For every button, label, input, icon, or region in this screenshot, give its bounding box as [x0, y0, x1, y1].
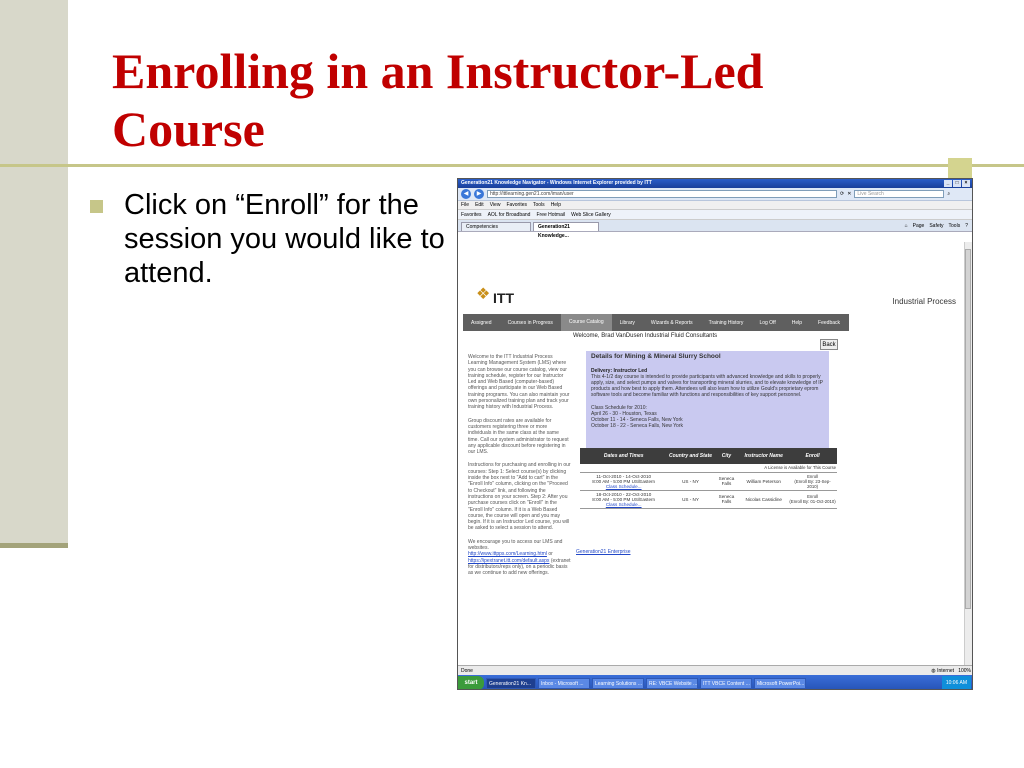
home-icon[interactable]: ⌂	[904, 223, 908, 229]
stop-icon[interactable]: ✕	[847, 191, 852, 197]
minimize-icon[interactable]: _	[944, 180, 952, 187]
menu-help[interactable]: Help	[550, 202, 561, 208]
access-text: We encourage you to access our LMS and websites.	[468, 538, 563, 552]
site-header-title: Industrial Process	[892, 297, 956, 306]
instructions-paragraph: Instructions for purchasing and enrolling in our courses: Step 1: Select course(s) by clicking inside the box next to "Add to cart" in the "Enroll Info" column, clicking on the "Proceed to Checkout" link, and following the instructions on your screen. Step 2: After you purchase courses click on "Enroll" in the "Enroll Info" column. If it is a Web Based course, the course will open and you may begin. If it is an Instructor Led course, you will be asked to select a session to attend.	[468, 462, 571, 532]
nav-wizards-reports[interactable]: Wizards & Reports	[650, 319, 693, 326]
session-dates	[580, 472, 667, 490]
left-decor-line	[0, 543, 68, 548]
back-arrow-icon[interactable]: ◀	[461, 189, 471, 199]
globe-icon: ◍	[931, 668, 936, 674]
col-country[interactable]: Country and State	[667, 448, 713, 464]
session-city: Seneca Falls	[714, 472, 740, 490]
search-input[interactable]: Live Search	[854, 190, 944, 198]
fav-hotmail[interactable]: Free Hotmail	[536, 212, 566, 218]
extranet-link[interactable]: https://ipextranet.itt.com/default.aspx	[468, 557, 550, 564]
help-icon[interactable]: ?	[965, 223, 968, 229]
discount-paragraph: Group discount rates are available for customers registering three or more individuals in the same class at the same time. Call our system administrator to request any applicable discount before registering in our LMS.	[468, 417, 569, 456]
menu-favorites[interactable]: Favorites	[506, 202, 527, 208]
fav-web-slice[interactable]: Web Slice Gallery	[571, 212, 611, 218]
task-powerpoint[interactable]: Microsoft PowerPoi...	[754, 678, 806, 689]
nav-log-off[interactable]: Log Off	[759, 319, 776, 326]
title-line-2: Course	[112, 101, 265, 157]
favorites-button[interactable]: Favorites	[461, 212, 482, 218]
task-inbox[interactable]: Inbox - Microsoft ...	[538, 678, 590, 689]
status-bar	[458, 665, 973, 675]
task-generation21[interactable]: Generation21 Kn...	[486, 678, 536, 689]
command-bar	[905, 221, 972, 231]
task-learning[interactable]: Learning Solutions ...	[592, 678, 644, 689]
zoom-level[interactable]: 100%	[958, 668, 971, 674]
enroll-by: (Enroll By: 01-Oct-2010)	[789, 499, 836, 504]
search-icon[interactable]: ⌕	[947, 191, 951, 197]
tab-generation21[interactable]: Generation21 Knowledge...	[533, 222, 599, 231]
windows-taskbar	[458, 675, 973, 690]
nav-assigned[interactable]: Assigned	[471, 319, 492, 326]
access-paragraph: We encourage you to access our LMS and websites. http://www.ittpps.com/Learning.html or https://ipextranet.itt.com/default.aspx (extranet for distributors/reps only), on a periodic basis as we continue to add new offerings.	[468, 538, 571, 577]
menu-bar	[458, 201, 972, 210]
title-line-1: Enrolling in an Instructor-Led	[112, 43, 764, 99]
status-zone	[931, 666, 971, 675]
nav-feedback[interactable]: Feedback	[818, 319, 841, 326]
session-date-range: 18-Oct-2010 - 22-Oct-2010	[596, 491, 652, 497]
nav-courses-in-progress[interactable]: Courses in Progress	[507, 319, 553, 326]
intro-column	[468, 354, 571, 584]
itt-logo-icon: ❖	[476, 286, 491, 303]
session-country: US - NY	[667, 472, 713, 490]
learning-link[interactable]: http://www.ittpps.com/Learning.html	[468, 551, 547, 558]
cmd-page[interactable]: Page	[912, 223, 925, 229]
cmd-safety[interactable]: Safety	[929, 223, 944, 229]
task-vbce-content[interactable]: ITT VBCE Content ...	[700, 678, 752, 689]
table-row	[580, 490, 837, 508]
nav-course-catalog[interactable]: Course Catalog	[561, 314, 612, 331]
nav-training-history[interactable]: Training History	[708, 319, 744, 326]
web-page	[458, 242, 966, 665]
refresh-icon[interactable]: ⟳	[840, 191, 845, 197]
slide-title	[112, 42, 972, 158]
col-city[interactable]: City	[714, 448, 740, 464]
start-button[interactable]: start	[458, 676, 484, 690]
table-row	[580, 472, 837, 490]
back-button[interactable]: Back	[820, 339, 838, 350]
cmd-tools[interactable]: Tools	[948, 223, 961, 229]
session-times: 8:00 AM - 5:00 PM US/Eastern	[592, 478, 656, 484]
schedule-item-2[interactable]: October 11 - 14 - Seneca Falls, New York	[591, 416, 683, 423]
address-bar-row	[458, 188, 972, 201]
menu-tools[interactable]: Tools	[533, 202, 545, 208]
access-tail: (extranet for distributors/reps only), on a periodic basis as we continue to add new offerings.	[468, 557, 571, 577]
favorites-bar	[458, 210, 972, 220]
class-schedule-link[interactable]: Class Schedule...	[605, 483, 642, 489]
scrollbar-thumb[interactable]	[965, 249, 971, 609]
session-instructor: Nicolas Cassidine	[739, 490, 788, 508]
schedule-item-1[interactable]: April 26 - 30 - Houston, Texas	[591, 410, 657, 417]
site-nav	[463, 314, 849, 331]
col-dates[interactable]: Dates and Times	[580, 448, 667, 464]
session-country: US - NY	[667, 490, 713, 508]
tab-competencies[interactable]: Competencies	[461, 222, 531, 231]
intro-paragraph: Welcome to the ITT Industrial Process Learning Management System (LMS) where you can browse our course catalog, view our training schedule, register for our Instructor Led and Web Based (computer-based) offerings and participate in our Web Based training programs. You can also maintain your own personalized training plan and track your training history with Industrial Process.	[468, 354, 570, 411]
left-decor-band	[0, 0, 68, 548]
course-description: This 4-1/2 day course is intended to provide participants with advanced knowledge and skills to properly apply, size, and select pumps and valves for transporting mineral slurries, and to elevate knowledge of IP products and how best to apply them. Attendees will also learn how to utilize Gould's proprietary eprom software tools and become familiar with functions and responsibilities of key support personnel.	[591, 374, 823, 399]
welcome-text: Welcome, Brad VanDusen Industrial Fluid Consultants	[573, 333, 718, 339]
enroll-by: (Enroll By: 23-Sep-2010)	[794, 478, 831, 489]
browser-title-bar	[458, 179, 972, 188]
zone-label: Internet	[937, 668, 955, 674]
menu-view[interactable]: View	[489, 202, 501, 208]
browser-title: Generation21 Knowledge Navigator - Windows Internet Explorer provided by ITT	[461, 180, 652, 186]
site-logo: ITT	[493, 290, 514, 306]
session-dates	[580, 490, 667, 508]
session-table	[580, 448, 837, 509]
nav-library[interactable]: Library	[619, 319, 635, 326]
site-header	[468, 282, 968, 312]
generation21-link[interactable]: Generation21 Enterprise	[576, 549, 631, 555]
tab-bar	[458, 220, 972, 239]
nav-help[interactable]: Help	[791, 319, 803, 326]
session-date-range: 11-Oct-2010 - 14-Oct-2010	[596, 473, 652, 479]
session-instructor: William Peterson	[739, 472, 788, 490]
browser-screenshot	[457, 178, 973, 690]
enroll-link[interactable]: Enroll	[807, 473, 819, 479]
session-times: 8:00 AM - 5:00 PM US/Eastern	[592, 496, 656, 502]
col-enroll: Enroll	[788, 448, 837, 464]
col-instructor[interactable]: Instructor Name	[739, 448, 788, 464]
enroll-cell	[788, 490, 837, 508]
status-text: Done	[461, 668, 473, 674]
title-divider	[0, 164, 1024, 167]
enroll-link[interactable]: Enroll	[807, 494, 819, 499]
menu-edit[interactable]: Edit	[475, 202, 484, 208]
bullet-text: Click on “Enroll” for the session you would like to attend.	[124, 189, 445, 289]
schedule-title: Class Schedule for 2010:	[591, 404, 647, 411]
address-input[interactable]: http://ittlearning.gen21.com/iman/user	[487, 190, 837, 198]
menu-file[interactable]: File	[461, 202, 470, 208]
forward-arrow-icon[interactable]: ▶	[474, 189, 484, 199]
fav-aol[interactable]: AOL for Broadband	[487, 212, 531, 218]
details-title: Details for Mining & Mineral Slurry School	[591, 353, 721, 360]
maximize-icon[interactable]: □	[953, 180, 961, 187]
bullet-square-icon	[90, 200, 103, 213]
divider-accent	[948, 158, 972, 178]
class-schedule-link[interactable]: Class Schedule...	[605, 501, 642, 507]
schedule-item-3[interactable]: October 18 - 22 - Seneca Falls, New York	[591, 422, 683, 429]
session-city: Seneca Falls	[714, 490, 740, 508]
close-icon[interactable]: ×	[962, 180, 970, 187]
delivery-type: Delivery: Instructor Led	[591, 368, 648, 375]
license-note: A License is Available for This Course	[580, 464, 837, 472]
table-header-row	[580, 448, 837, 464]
license-row	[580, 464, 837, 472]
tray-clock: 10:06 AM	[942, 676, 971, 690]
course-details	[586, 351, 829, 455]
enroll-cell	[788, 472, 837, 490]
task-vbce-website[interactable]: RE: VBCE Website ...	[646, 678, 698, 689]
